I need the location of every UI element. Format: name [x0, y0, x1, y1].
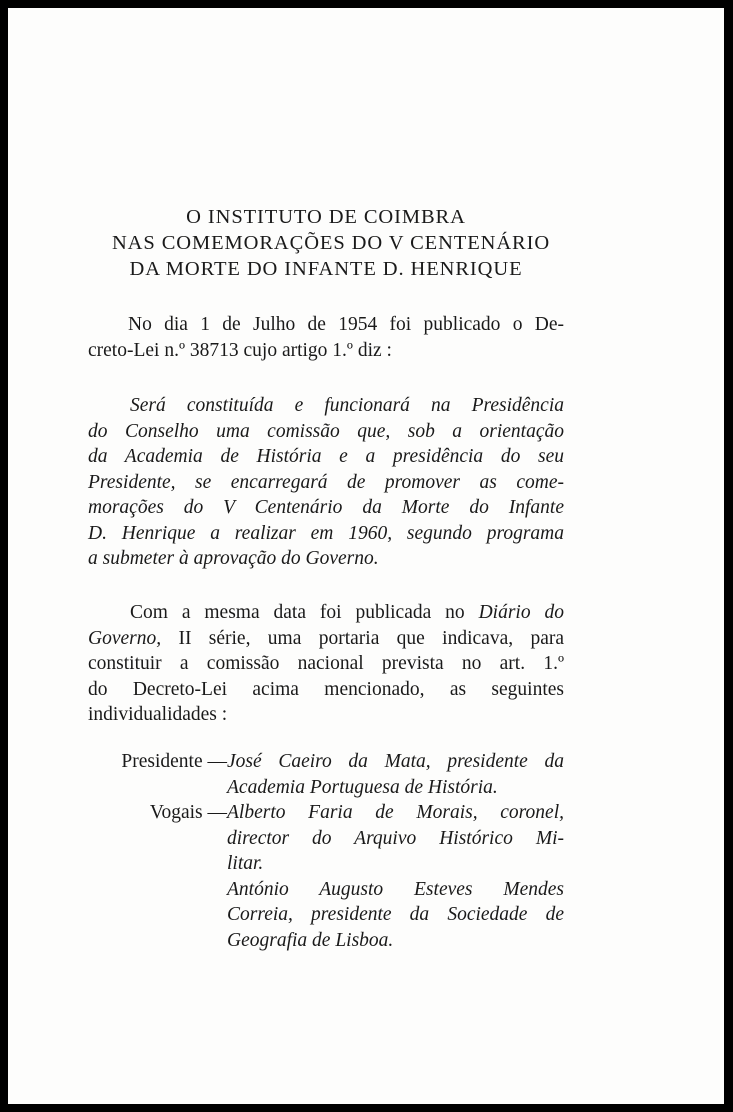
portaria-text: II série, uma portaria que indicava, para: [161, 627, 564, 649]
intro-line: No dia 1 de Julho de 1954 foi publicado o De-: [128, 314, 564, 335]
journal-name: Governo,: [88, 627, 162, 649]
member-line: director do Arquivo Histórico Mi-: [227, 827, 564, 849]
title-line-2: NAS COMEMORAÇÕES DO V CENTENÁRIO: [111, 232, 551, 254]
role-label: [88, 800, 227, 826]
quote-line: do Conselho uma comissão que, sob a orientação: [88, 420, 564, 442]
member-line: António Augusto Esteves Mendes: [227, 878, 564, 900]
journal-name: Diário do: [478, 602, 564, 623]
member-line: Academia Portuguesa de História.: [227, 776, 498, 798]
quote-line: D. Henrique a realizar em 1960, segundo programa: [88, 522, 564, 544]
portaria-line: individualidades :: [88, 704, 228, 725]
dash-separator: —: [202, 802, 227, 823]
member-description: [227, 800, 564, 953]
quote-line: da Academia de História e a presidência do seu: [88, 446, 564, 467]
member-line: litar.: [227, 853, 264, 874]
quote-line: morações do V Centenário da Morte do Infante: [88, 497, 564, 518]
dash-separator: —: [202, 751, 227, 772]
quote-line: Será constituída e funcionará na Presidência: [130, 395, 564, 416]
member-line: Correia, presidente da Sociedade de: [227, 904, 564, 925]
quote-line: Presidente, se encarregará de promover as come-: [88, 471, 564, 493]
portaria-line: constituir a comissão nacional prevista no art. 1.º: [88, 653, 564, 674]
member-line: José Caeiro da Mata, presidente da: [227, 751, 564, 772]
role-president: Presidente: [121, 751, 203, 772]
member-description: [227, 749, 564, 800]
member-line: Geografia de Lisboa.: [227, 929, 394, 951]
portaria-text: Com a mesma data foi publicada no: [130, 602, 479, 623]
president-entry: [88, 749, 564, 800]
role-vogais: Vogais: [149, 802, 203, 823]
portaria-line: [88, 626, 564, 652]
portaria-line: do Decreto-Lei acima mencionado, as seguintes: [88, 678, 564, 700]
intro-line: creto-Lei n.º 38713 cujo artigo 1.º diz :: [88, 339, 392, 361]
intro-paragraph: [88, 312, 564, 363]
vogais-entry: [88, 800, 564, 953]
role-label: [88, 749, 227, 775]
document-page: [8, 8, 724, 1104]
decree-quote: [88, 393, 564, 572]
portaria-line: [88, 600, 564, 626]
title-line-3: DA MORTE DO INFANTE D. HENRIQUE: [129, 258, 523, 280]
quote-line: a submeter à aprovação do Governo.: [88, 548, 379, 569]
portaria-paragraph: [88, 600, 564, 728]
title-line-1: O INSTITUTO DE COIMBRA: [186, 206, 466, 228]
member-line: Alberto Faria de Morais, coronel,: [227, 802, 564, 823]
commission-members: [88, 749, 564, 953]
